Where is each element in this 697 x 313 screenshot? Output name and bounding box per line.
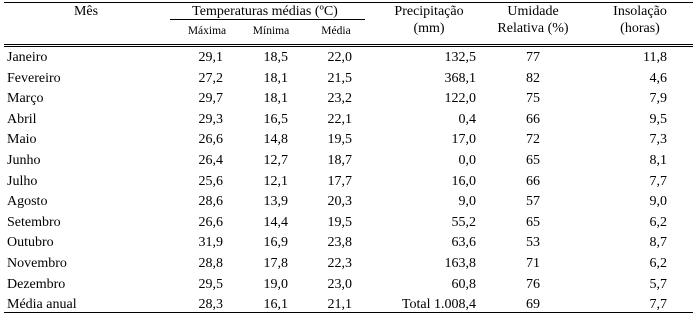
cell-temp-min: 12,7 — [263, 153, 288, 168]
cell-insol: 11,8 — [643, 50, 667, 65]
header-precip-line2: (mm) — [413, 21, 445, 36]
cell-temp-min: 17,8 — [263, 256, 288, 271]
cell-mes: Junho — [7, 153, 41, 168]
cell-temp-max: 27,2 — [198, 71, 223, 86]
cell-temp-med: 21,1 — [327, 297, 352, 312]
cell-umid: 66 — [526, 174, 540, 189]
cell-umid: 69 — [526, 297, 540, 312]
cell-temp-max: 26,4 — [198, 153, 223, 168]
cell-umid: 53 — [526, 235, 540, 250]
cell-umid: 65 — [526, 153, 540, 168]
subheader-bottom-rule — [4, 44, 693, 45]
cell-mes: Maio — [7, 132, 37, 147]
cell-mes: Abril — [7, 112, 37, 127]
header-insol-line2: (horas) — [620, 21, 660, 36]
cell-precip: 163,8 — [444, 256, 476, 271]
cell-temp-med: 20,3 — [327, 194, 352, 209]
cell-temp-min: 16,1 — [263, 297, 288, 312]
cell-temp-min: 14,8 — [263, 132, 288, 147]
cell-precip: 17,0 — [451, 132, 476, 147]
cell-temp-max: 28,6 — [198, 194, 223, 209]
cell-temp-med: 19,5 — [327, 215, 352, 230]
header-temp-med: Média — [321, 25, 351, 37]
cell-temp-min: 16,5 — [263, 112, 288, 127]
cell-umid: 82 — [526, 71, 540, 86]
cell-insol: 6,2 — [649, 256, 667, 271]
cell-temp-max: 29,7 — [198, 91, 223, 106]
cell-temp-med: 18,7 — [327, 153, 352, 168]
top-rule — [4, 2, 693, 3]
cell-temp-med: 23,8 — [327, 235, 352, 250]
cell-temp-min: 12,1 — [263, 174, 288, 189]
cell-precip: 132,5 — [444, 50, 476, 65]
cell-mes: Julho — [7, 174, 38, 189]
cell-temp-max: 29,1 — [198, 50, 223, 65]
cell-precip: 9,0 — [458, 194, 476, 209]
cell-insol: 7,7 — [649, 174, 667, 189]
cell-insol: 4,6 — [649, 71, 667, 86]
cell-mes: Fevereiro — [7, 71, 61, 86]
cell-precip: 0,4 — [458, 112, 476, 127]
cell-mes: Março — [7, 91, 44, 106]
cell-precip: Total 1.008,4 — [401, 297, 476, 312]
cell-mes: Outubro — [7, 235, 54, 250]
header-umid-line1: Umidade — [507, 4, 559, 19]
header-temp-group: Temperaturas médias (ºC) — [192, 4, 338, 19]
cell-temp-med: 22,1 — [327, 112, 352, 127]
cell-precip: 55,2 — [451, 215, 476, 230]
cell-precip: 368,1 — [444, 71, 476, 86]
cell-insol: 5,7 — [649, 277, 667, 292]
cell-temp-min: 18,1 — [263, 71, 288, 86]
cell-mes: Agosto — [7, 194, 48, 209]
cell-insol: 7,3 — [649, 132, 667, 147]
cell-temp-max: 25,6 — [198, 174, 223, 189]
cell-temp-med: 23,2 — [327, 91, 352, 106]
cell-temp-max: 26,6 — [198, 215, 223, 230]
cell-temp-med: 17,7 — [327, 174, 352, 189]
cell-umid: 76 — [526, 277, 540, 292]
cell-umid: 66 — [526, 112, 540, 127]
cell-umid: 75 — [526, 91, 540, 106]
cell-temp-min: 18,1 — [263, 91, 288, 106]
cell-umid: 72 — [526, 132, 540, 147]
cell-umid: 77 — [526, 50, 540, 65]
header-mes: Mês — [73, 4, 99, 19]
cell-temp-max: 29,3 — [198, 112, 223, 127]
cell-temp-min: 16,9 — [263, 235, 288, 250]
header-insol-line1: Insolação — [613, 4, 667, 19]
header-temp-min: Mínima — [252, 25, 290, 37]
cell-temp-min: 19,0 — [263, 277, 288, 292]
header-umid-line2: Relativa (%) — [497, 21, 569, 36]
cell-temp-min: 14,4 — [263, 215, 288, 230]
cell-precip: 0,0 — [458, 153, 476, 168]
temp-group-rule — [170, 19, 365, 20]
cell-insol: 7,9 — [649, 91, 667, 106]
cell-insol: 8,7 — [649, 235, 667, 250]
header-precip-line1: Precipitação — [394, 4, 464, 19]
cell-umid: 65 — [526, 215, 540, 230]
cell-temp-med: 23,0 — [327, 277, 352, 292]
cell-precip: 60,8 — [451, 277, 476, 292]
cell-mes: Janeiro — [7, 50, 48, 65]
header-temp-max: Máxima — [187, 25, 227, 37]
cell-umid: 71 — [526, 256, 540, 271]
cell-temp-min: 18,5 — [263, 50, 288, 65]
cell-temp-max: 31,9 — [198, 235, 223, 250]
cell-mes: Novembro — [7, 256, 67, 271]
cell-temp-min: 13,9 — [263, 194, 288, 209]
cell-temp-med: 19,5 — [327, 132, 352, 147]
cell-insol: 9,0 — [649, 194, 667, 209]
cell-temp-med: 22,3 — [327, 256, 352, 271]
cell-insol: 6,2 — [649, 215, 667, 230]
cell-precip: 63,6 — [451, 235, 476, 250]
cell-mes: Dezembro — [7, 277, 66, 292]
cell-mes: Média anual — [7, 297, 77, 312]
cell-temp-max: 28,8 — [198, 256, 223, 271]
cell-insol: 7,7 — [649, 297, 667, 312]
cell-temp-med: 22,0 — [327, 50, 352, 65]
cell-mes: Setembro — [7, 215, 61, 230]
cell-temp-max: 29,5 — [198, 277, 223, 292]
cell-precip: 122,0 — [444, 91, 476, 106]
cell-umid: 57 — [526, 194, 540, 209]
cell-temp-max: 28,3 — [198, 297, 223, 312]
cell-insol: 9,5 — [649, 112, 667, 127]
cell-temp-med: 21,5 — [327, 71, 352, 86]
cell-temp-max: 26,6 — [198, 132, 223, 147]
cell-insol: 8,1 — [649, 153, 667, 168]
cell-precip: 16,0 — [451, 174, 476, 189]
header-bottom-rule — [4, 46, 693, 47]
